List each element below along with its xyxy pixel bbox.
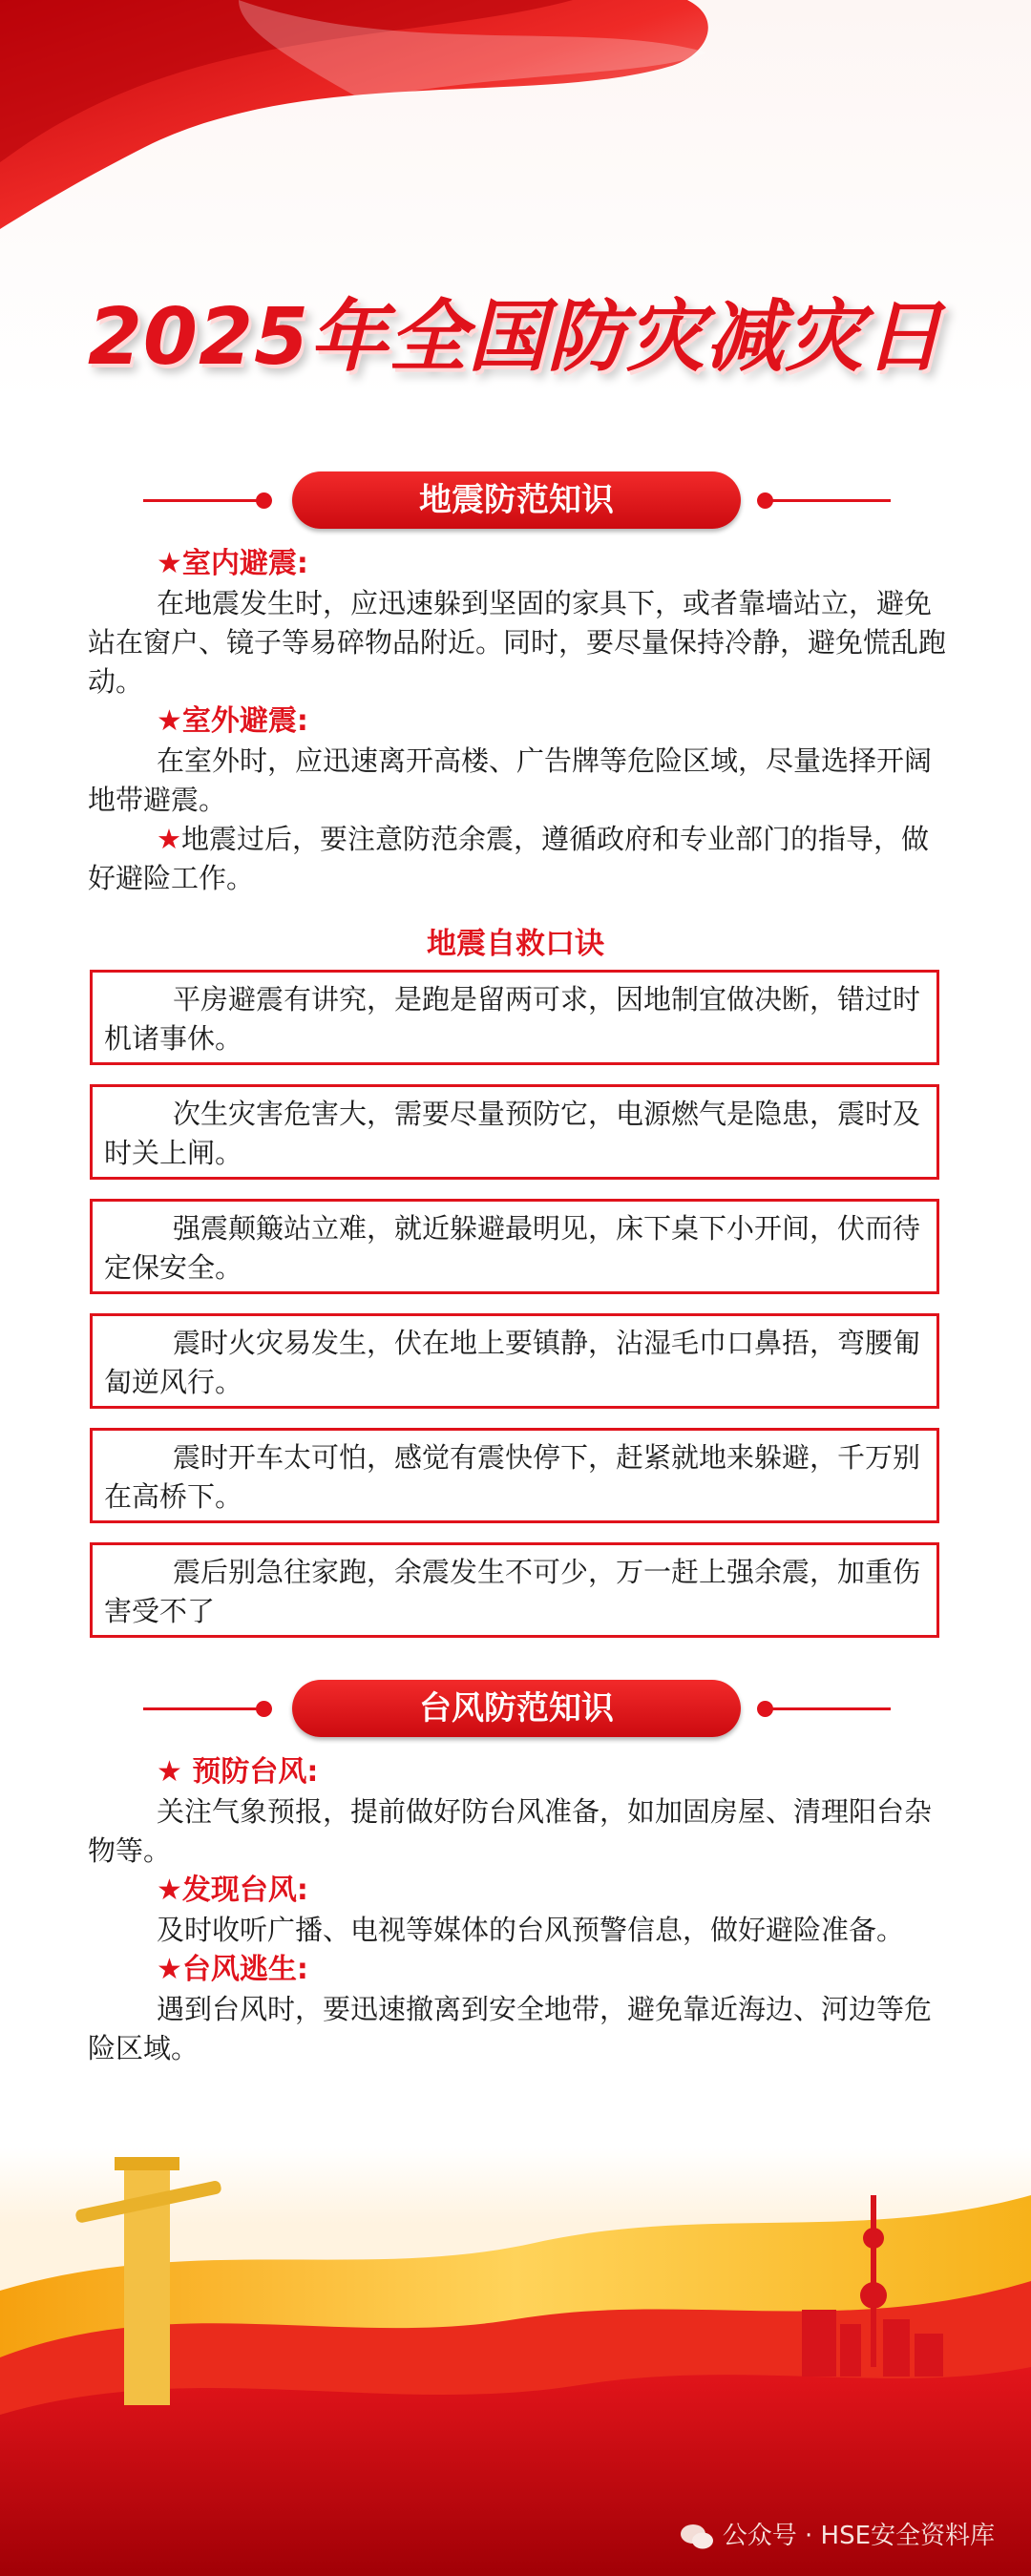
- earthquake-content: [88, 544, 949, 898]
- divider-line-right: [768, 1707, 891, 1710]
- divider-dot-left: [256, 1701, 272, 1717]
- bottom-wave-decoration: [0, 2128, 1031, 2576]
- earthquake-section-header: [0, 471, 1031, 529]
- outdoor-text: 在室外时，应迅速离开高楼、广告牌等危险区域，尽量选择开阔地带避震。: [88, 744, 933, 816]
- outdoor-title: ★室外避震:: [157, 704, 308, 738]
- typhoon-content: [88, 1752, 949, 2068]
- poster-title: 2025年全国防灾减灾日: [87, 292, 944, 383]
- typhoon-section-header: [0, 1680, 1031, 1737]
- red-ribbon-decoration: [0, 0, 1031, 315]
- detect-title: ★发现台风:: [157, 1874, 308, 1907]
- indoor-title: ★室内避震:: [157, 547, 308, 580]
- rhyme-title: 地震自救口诀: [427, 927, 604, 961]
- escape-text: 遇到台风时，要迅速撤离到安全地带，避免靠近海边、河边等危险区域。: [88, 1993, 933, 2064]
- rhyme-box: 次生灾害危害大，需要尽量预防它，电源燃气是隐患，震时及时关上闸。: [90, 1084, 939, 1180]
- watermark: [679, 2517, 995, 2555]
- rhyme-box: 强震颠簸站立难，就近躲避最明见，床下桌下小开间，伏而待定保安全。: [90, 1199, 939, 1294]
- rhyme-box: 震后别急往家跑，余震发生不可少，万一赶上强余震，加重伤害受不了: [90, 1542, 939, 1638]
- rhyme-box: 震时开车太可怕，感觉有震快停下，赶紧就地来躲避，千万别在高桥下。: [90, 1428, 939, 1523]
- earthquake-heading: 地震防范知识: [292, 471, 741, 529]
- rhyme-box: 平房避震有讲究，是跑是留两可求，因地制宜做决断，错过时机诸事休。: [90, 970, 939, 1065]
- watermark-text: 公众号 · HSE安全资料库: [722, 2522, 995, 2550]
- divider-dot-left: [256, 492, 272, 509]
- prevent-text: 关注气象预报，提前做好防台风准备，如加固房屋、清理阳台杂物等。: [88, 1795, 933, 1867]
- divider-line-left: [143, 1707, 263, 1710]
- wechat-icon: [679, 2522, 715, 2552]
- star-icon: ★: [157, 823, 181, 855]
- prevent-title: ★ 预防台风:: [157, 1755, 319, 1789]
- rhyme-box: 震时火灾易发生，伏在地上要镇静，沾湿毛巾口鼻捂，弯腰匍匐逆风行。: [90, 1313, 939, 1409]
- divider-line-right: [768, 499, 891, 502]
- divider-line-left: [143, 499, 263, 502]
- typhoon-heading: 台风防范知识: [292, 1680, 741, 1737]
- detect-text: 及时收听广播、电视等媒体的台风预警信息，做好避险准备。: [157, 1914, 905, 1946]
- indoor-text: 在地震发生时，应迅速躲到坚固的家具下，或者靠墙站立，避免站在窗户、镜子等易碎物品附近。同时，要尽量保持冷静，避免慌乱跑动。: [88, 587, 947, 698]
- after-quake-paragraph: [88, 820, 949, 898]
- escape-title: ★台风逃生:: [157, 1953, 308, 1986]
- after-quake-text: 地震过后，要注意防范余震，遵循政府和专业部门的指导，做好避险工作。: [88, 823, 930, 894]
